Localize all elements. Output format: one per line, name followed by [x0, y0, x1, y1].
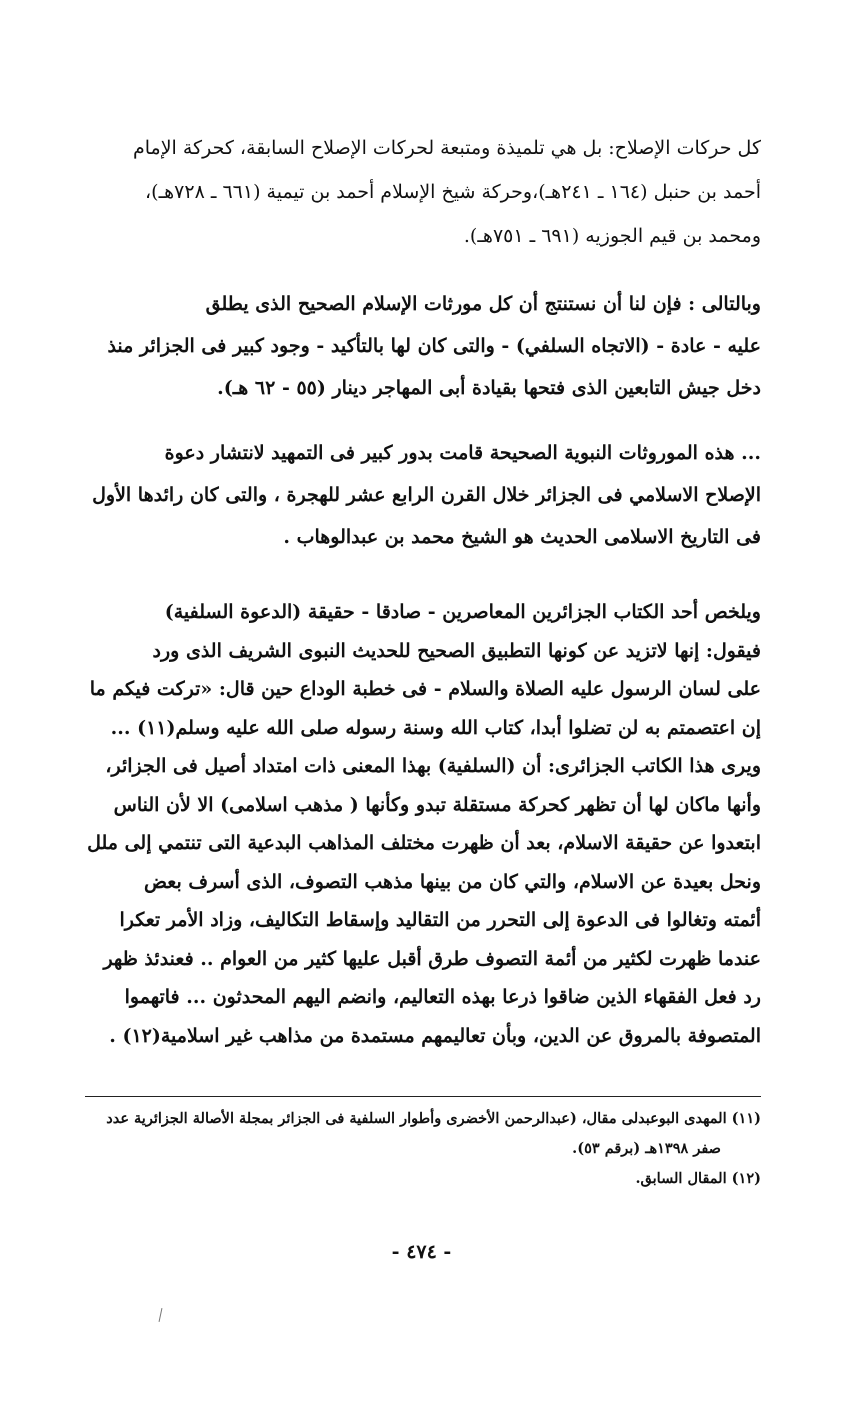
- paragraph-reform-movements: [81, 126, 761, 258]
- footnote-separator: [85, 1096, 761, 1097]
- text-line: ونحل بعيدة عن الاسلام، والتي كان من بينها مذهب التصوف، الذى أسرف بعض: [144, 870, 761, 893]
- text-line: الإصلاح الاسلامي فى الجزائر خلال القرن الرابع عشر للهجرة ، والتى كان رائدها الأول: [92, 484, 761, 506]
- text-line: ومحمد بن قيم الجوزيه (٦٩١ ـ ٧٥١هـ).: [463, 225, 761, 247]
- text-line: إن اعتصمتم به لن تضلوا أبدا، كتاب الله وسنة رسوله صلى الله عليه وسلم(١١) ...: [110, 716, 761, 739]
- text-line: عليه - عادة - (الاتجاه السلفي) - والتى كان لها بالتأكيد - وجود كبير فى الجزائر منذ: [107, 335, 761, 357]
- footnote-11: (١١) المهدى البوعبدلى مقال، (عبدالرحمن الأخضرى وأطوار السلفية فى الجزائر بمجلة الأصالة الجزائرية عدد: [106, 1110, 761, 1127]
- text-line: رد فعل الفقهاء الذين ضاقوا ذرعا بهذه التعاليم، وانضم اليهم المحدثون ... فاتهموا: [124, 986, 761, 1008]
- text-line: ويلخص أحد الكتاب الجزائرين المعاصرين - صادقا - حقيقة (الدعوة السلفية): [164, 601, 761, 623]
- page-number: - ٤٧٤ -: [391, 1241, 452, 1263]
- text-line: ويرى هذا الكاتب الجزائرى: أن (السلفية) بهذا المعنى ذات امتداد أصيل فى الجزائر،: [105, 755, 761, 777]
- footnotes: [71, 1104, 761, 1194]
- paragraph-algerian-writer: [81, 593, 761, 1055]
- paragraph-salafi-heritage: [81, 283, 761, 409]
- text-line: أئمته وتغالوا فى الدعوة إلى التحرر من التقاليد وإسقاط التكاليف، وزاد الأمر تعكرا: [119, 909, 761, 931]
- footnote-11-continuation: صفر ١٣٩٨هـ (برقم ٥٣).: [572, 1140, 721, 1157]
- text-line: وبالتالى : فإن لنا أن نستنتج أن كل مورثات الإسلام الصحيح الذى يطلق: [205, 293, 761, 315]
- text-line: عندما ظهرت لكثير من أئمة التصوف طرق أقبل عليها كثير من العوام .. فعندئذ ظهر: [103, 947, 761, 970]
- scan-speck: [159, 1308, 163, 1322]
- text-line: أحمد بن حنبل (١٦٤ ـ ٢٤١هـ)،وحركة شيخ الإسلام أحمد بن تيمية (٦٦١ ـ ٧٢٨هـ)،: [145, 181, 761, 203]
- text-line: على لسان الرسول عليه الصلاة والسلام - فى خطبة الوداع حين قال: «تركت فيكم ما: [89, 678, 761, 700]
- text-line: ابتعدوا عن حقيقة الاسلام، بعد أن ظهرت مختلف المذاهب البدعية التى تنتمي إلى ملل: [87, 832, 761, 854]
- text-line: كل حركات الإصلاح: بل هي تلميذة ومتبعة لحركات الإصلاح السابقة، كحركة الإمام: [132, 137, 761, 159]
- text-line: ... هذه الموروثات النبوية الصحيحة قامت بدور كبير فى التمهيد لانتشار دعوة: [164, 442, 761, 464]
- paragraph-prophetic-heritage: [81, 432, 761, 558]
- text-line: المتصوفة بالمروق عن الدين، وبأن تعاليمهم مستمدة من مذاهب غير اسلامية(١٢) .: [109, 1024, 761, 1047]
- text-line: دخل جيش التابعين الذى فتحها بقيادة أبى المهاجر دينار (٥٥ - ٦٢ هـ).: [217, 377, 761, 399]
- text-line: فيقول: إنها لاتزيد عن كونها التطبيق الصحيح للحديث النبوى الشريف الذى ورد: [152, 639, 761, 662]
- text-line: وأنها ماكان لها أن تظهر كحركة مستقلة تبدو وكأنها ( مذهب اسلامى) الا لأن الناس: [113, 793, 761, 816]
- text-line: فى التاريخ الاسلامى الحديث هو الشيخ محمد بن عبدالوهاب .: [283, 526, 761, 548]
- footnote-12: (١٢) المقال السابق.: [635, 1170, 761, 1187]
